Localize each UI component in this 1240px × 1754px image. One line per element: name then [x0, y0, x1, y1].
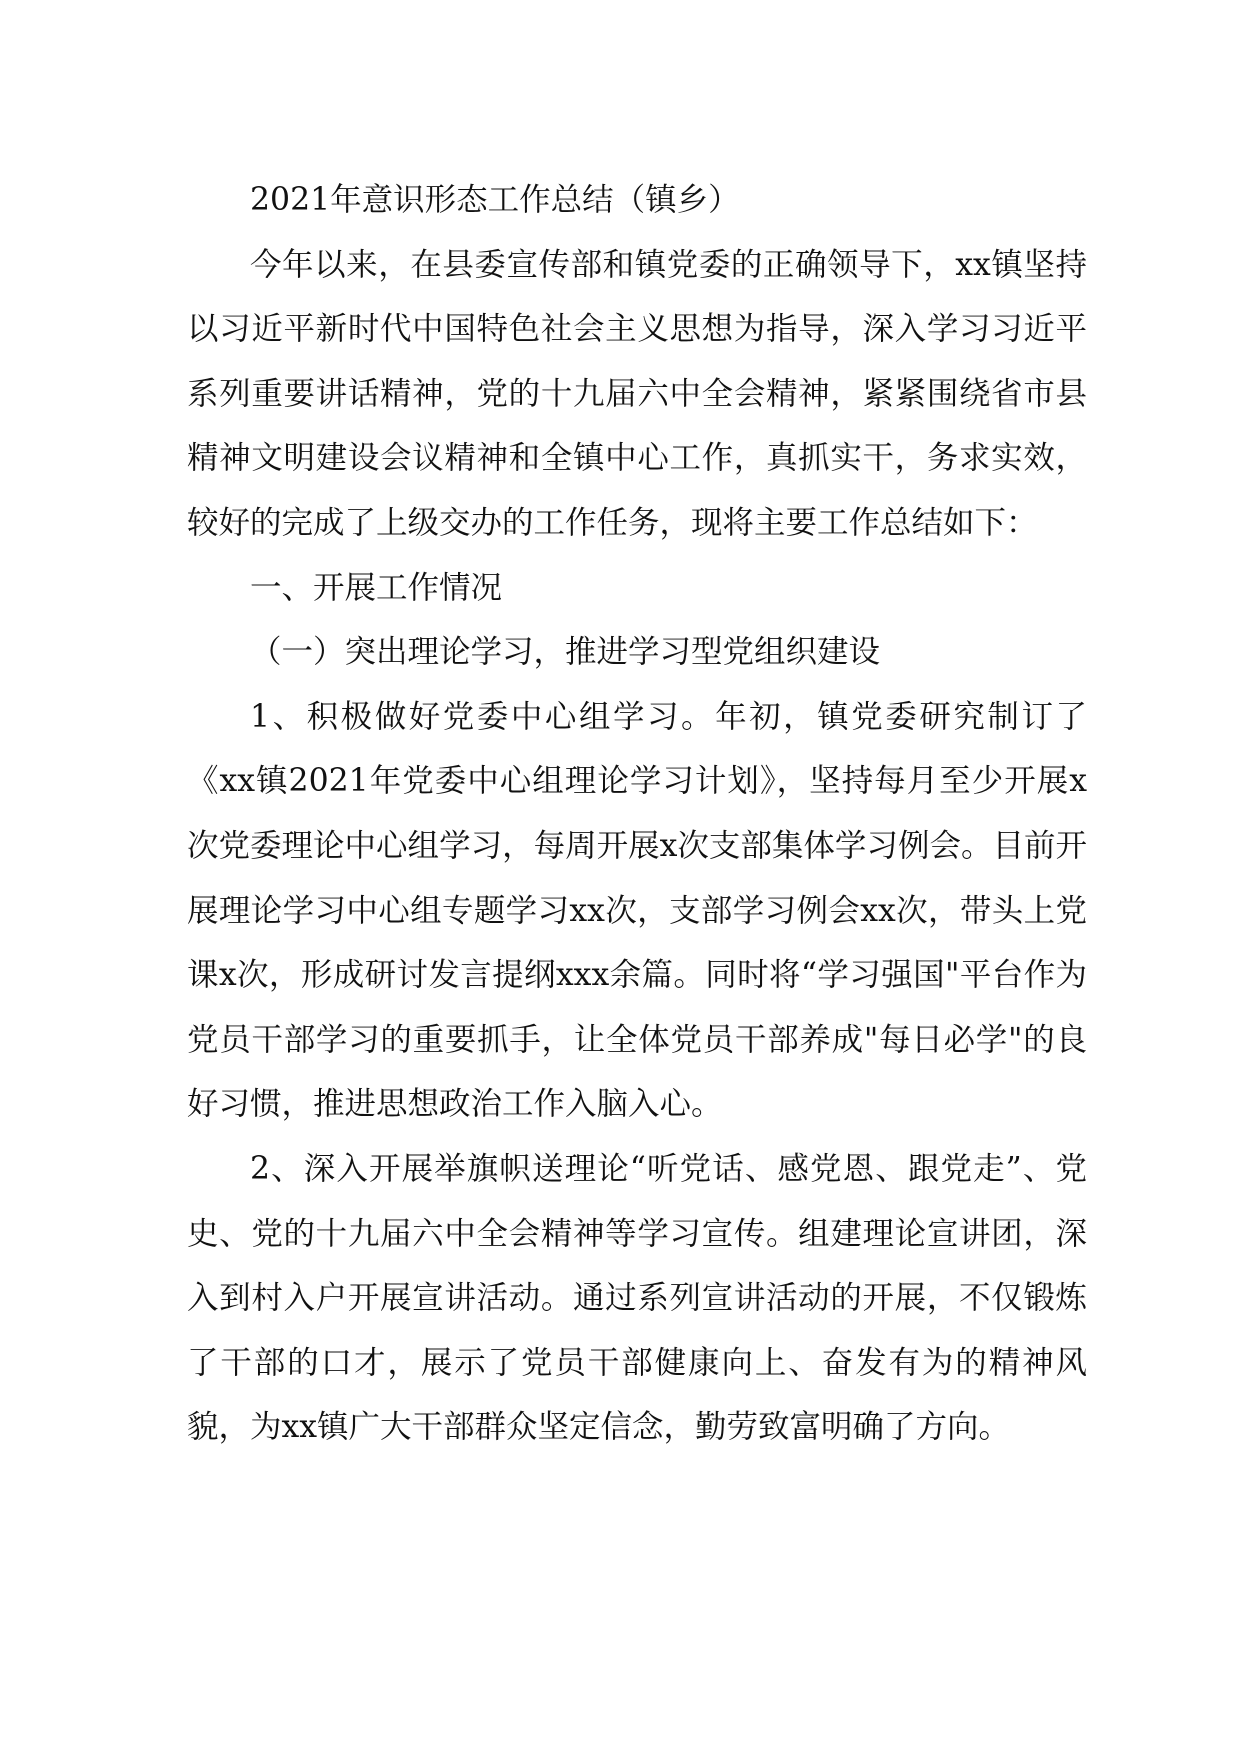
paragraph-intro: 今年以来，在县委宣传部和镇党委的正确领导下，xx镇坚持以习近平新时代中国特色社会主义思想为指导，深入学习习近平系列重要讲话精神，党的十九届六中全会精神，紧紧围绕省市县精神文明建设会议精神和全镇中心工作，真抓实干，务求实效，较好的完成了上级交办的工作任务，现将主要工作总结如下：	[187, 246, 1087, 541]
paragraph-item-2: 2、深入开展举旗帜送理论“听党话、感党恩、跟党走”、党史、党的十九届六中全会精神等学习宣传。组建理论宣讲团，深入到村入户开展宣讲活动。通过系列宣讲活动的开展，不仅锻炼了干部的口才，展示了党员干部健康向上、奋发有为的精神风貌，为xx镇广大干部群众坚定信念，勤劳致富明确了方向。	[187, 1150, 1087, 1446]
paragraph-item-1: 1、积极做好党委中心组学习。年初，镇党委研究制订了《xx镇2021年党委中心组理论学习计划》，坚持每月至少开展x次党委理论中心组学习，每周开展x次支部集体学习例会。目前开展理论学习中心组专题学习xx次，支部学习例会xx次，带头上党课x次，形成研讨发言提纲xxx余篇。同时将“学习强国"平台作为党员干部学习的重要抓手，让全体党员干部养成"每日必学"的良好习惯，推进思想政治工作入脑入心。	[187, 698, 1087, 1123]
document-title: 2021年意识形态工作总结（镇乡）	[250, 182, 740, 218]
document-body	[187, 168, 1087, 1460]
section-heading: 一、开展工作情况	[250, 569, 503, 606]
subsection-heading: （一）突出理论学习，推进学习型党组织建设	[250, 634, 881, 671]
